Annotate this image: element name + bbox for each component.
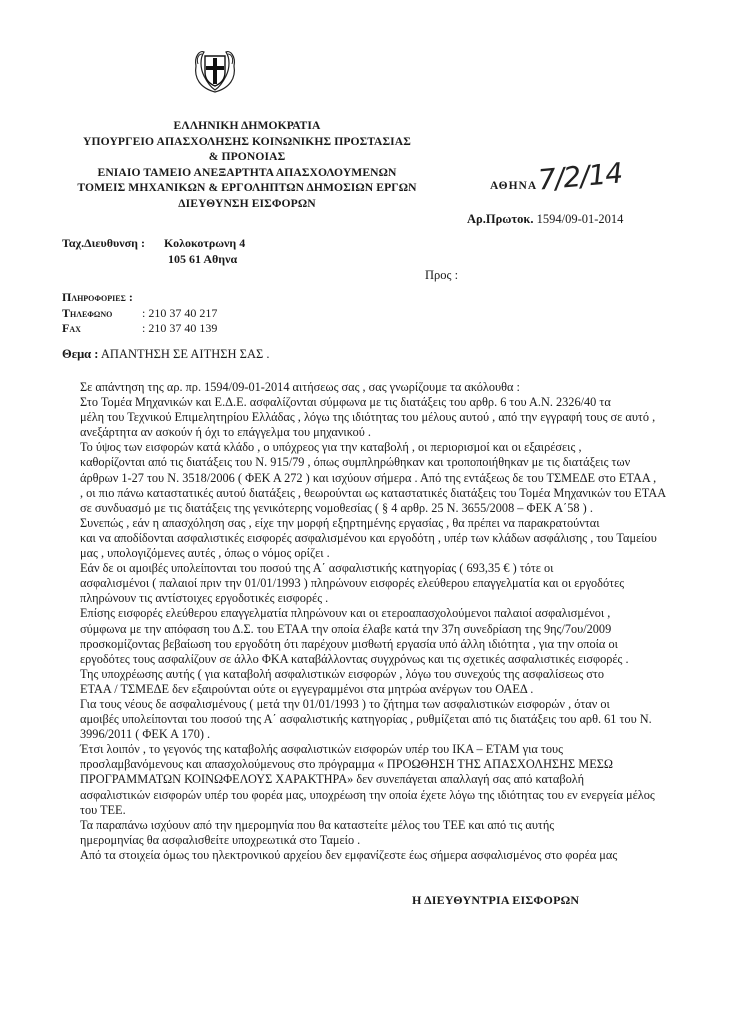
letterhead-line: & ΠΡΟΝΟΙΑΣ <box>208 150 286 164</box>
letterhead-line: ΕΝΙΑΙΟ ΤΑΜΕΙΟ ΑΝΕΞΑΡΤΗΤΑ ΑΠΑΣΧΟΛΟΥΜΕΝΩΝ <box>97 165 397 179</box>
address-street <box>62 236 245 251</box>
protocol-value: 1594/09-01-2014 <box>536 212 624 226</box>
body-line: Συνεπώς , εάν η απασχόληση σας , είχε την μορφή εξηρτημένης εργασίας , θα πρέπει να παρακρατούνται <box>80 515 600 530</box>
body-line: ΠΡΟΓΡΑΜΜΑΤΩΝ ΚΟΙΝΩΦΕΛΟΥΣ ΧΑΡΑΚΤΗΡΑ» δεν συνεπάγεται απαλλαγή σας από καταβολή <box>80 772 585 787</box>
body-line: πληρώνουν τις αντίστοιχες εργοδοτικές εισφορές . <box>80 591 329 606</box>
body-line: ΕΤΑΑ / ΤΣΜΕΔΕ δεν εξαιρούνται ούτε οι εγγεγραμμένοι στα μητρώα ανέργων του ΟΑΕΔ . <box>80 681 534 696</box>
info-row <box>62 321 217 337</box>
body-line: άρθρων 1-27 του Ν. 3518/2006 ( ΦΕΚ Α 272 ) και ισχύουν σήμερα . Από της εντάξεως δε του ΤΣΜΕΔΕ στο ΕΤΑΑ , <box>80 470 657 485</box>
body-line: ημερομηνίας θα ασφαλισθείτε υποχρεωτικά στο Ταμείο . <box>80 832 361 847</box>
letterhead-line: ΔΙΕΥΘΥΝΣΗ ΕΙΣΦΟΡΩΝ <box>178 196 316 210</box>
letterhead <box>62 118 432 212</box>
body-line: σε συνδυασμό με τις διατάξεις της γενικότερης νομοθεσίας ( § 4 αρθρ. 25 Ν. 3655/2008 – ΦΕΚ Α΄58 ) . <box>80 500 593 515</box>
body-line: του ΤΕΕ. <box>80 802 126 817</box>
body-line: μέλη του Τεχνικού Επιμελητηρίου Ελλάδας , λόγω της ιδιότητας του μέλους αυτού , από την εγγραφή τους σε αυτό , <box>80 410 656 425</box>
body-line: Το ύψος των εισφορών κατά κλάδο , ο υπόχρεος για την καταβολή , οι περιορισμοί και οι εξαιρέσεις , <box>80 440 582 455</box>
body-line: ασφαλισμένοι ( παλαιοί πριν την 01/01/1993 ) πληρώνουν εισφορές ελεύθερου επαγγελματία και οι εργοδότες <box>80 576 625 591</box>
info-key: Fax <box>62 321 81 335</box>
body-line: και να αποδίδονται ασφαλιστικές εισφορές ασφαλισμένου και εργοδότη , υπέρ των κλάδων ασφάλισης , του Ταμείου <box>80 530 657 545</box>
signature-title: Η ΔΙΕΥΘΥΝΤΡΙΑ ΕΙΣΦΟΡΩΝ <box>412 893 580 907</box>
body-line: σύμφωνα με την απόφαση του Δ.Σ. του ΕΤΑΑ την οποία έλαβε κατά την 37η συνεδρίαση της 9ης/7ου/2009 <box>80 621 612 636</box>
body-line: αμοιβές υπολείπονται του ποσού της Α΄ ασφαλιστικής κατηγορίας , ρυθμίζεται από τις διατάξεις του αρθ. 61 του Ν. <box>80 712 652 727</box>
info-value: : 210 37 40 139 <box>142 321 218 335</box>
letter-body <box>80 380 730 863</box>
body-line: ασφαλιστικών εισφορών υπέρ του φορέα μας, υποχρέωση την οποία έχετε λόγω της ιδιότητας του εν ενεργεία μέλος <box>80 787 655 802</box>
recipient-label: Προς : <box>425 268 459 282</box>
body-line: Εάν δε οι αμοιβές υπολείπονται του ποσού της Α΄ ασφαλιστικής κατηγορίας ( 693,35 € ) τότε οι <box>80 561 554 576</box>
letterhead-line: ΥΠΟΥΡΓΕΙΟ ΑΠΑΣΧΟΛΗΣΗΣ ΚΟΙΝΩΝΙΚΗΣ ΠΡΟΣΤΑΣΙΑΣ <box>83 134 411 148</box>
info-value: : 210 37 40 217 <box>142 305 218 320</box>
info-key: Τηλεφωνο <box>62 305 113 320</box>
body-line: ανεξάρτητα αν ασκούν ή όχι το επάγγελμα του μηχανικού . <box>80 425 371 440</box>
handwritten-date: 7/2/14 <box>536 156 624 197</box>
body-line: Στο Τομέα Μηχανικών και Ε.Δ.Ε. ασφαλίζονται σύμφωνα με τις διατάξεις του αρθρ. 6 του Α.Ν. 2326/40 τα <box>80 395 611 410</box>
body-line: , οι πιο πάνω καταστατικές αυτού διατάξεις , θεωρούνται ως καταστατικές διατάξεις του Τομέα Μηχανικών του ΕΤΑΑ <box>80 485 667 500</box>
address-label: Ταχ.Διευθυνση : <box>62 236 145 250</box>
body-line: προσκομίζοντας βεβαίωση του εργοδότη ότι παρέχουν μισθωτή εργασία υπό άλλη ιδιότητα , για την οποία οι <box>80 636 618 651</box>
info-title: Πληροφοριες : <box>62 290 133 304</box>
info-row <box>62 306 217 322</box>
body-line: εργοδότες τους ασφαλίζουν σε άλλο ΦΚΑ καταβάλλοντας συγχρόνως και τις σχετικές ασφαλιστικές εισφορές . <box>80 651 629 666</box>
body-line: Τα παραπάνω ισχύουν από την ημερομηνία που θα καταστείτε μέλος του ΤΕΕ και από τις αυτής <box>80 817 555 832</box>
subject-label: Θεμα : <box>62 347 99 361</box>
subject-line <box>62 347 270 362</box>
protocol-label: Αρ.Πρωτοκ. <box>467 212 534 226</box>
body-line: προσλαμβανόμενους και απασχολούμενους στο πρόγραμμα « ΠΡΟΩΘΗΣΗ ΤΗΣ ΑΠΑΣΧΟΛΗΣΗΣ ΜΕΣΩ <box>80 757 614 772</box>
body-line: Για τους νέους δε ασφαλισμένους ( μετά την 01/01/1993 ) το ζήτημα των ασφαλιστικών εισφορών , όταν οι <box>80 696 610 711</box>
subject-text: ΑΠΑΝΤΗΣΗ ΣΕ ΑΙΤΗΣΗ ΣΑΣ . <box>100 347 270 361</box>
body-line: μας , υπολογιζόμενες αυτές , όπως ο νόμος ορίζει . <box>80 546 330 561</box>
body-line: Επίσης εισφορές ελεύθερου επαγγελματία πληρώνουν και οι ετεροαπασχολούμενοι παλαιοί ασφαλισμένοι , <box>80 606 611 621</box>
letterhead-line: ΤΟΜΕΙΣ ΜΗΧΑΝΙΚΩΝ & ΕΡΓΟΛΗΠΤΩΝ ΔΗΜΟΣΙΩΝ ΕΡΓΩΝ <box>77 181 417 195</box>
address-postcode: 105 61 Αθηνα <box>168 252 238 266</box>
body-line: Σε απάντηση της αρ. πρ. 1594/09-01-2014 αιτήσεως σας , σας γνωρίζουμε τα ακόλουθα : <box>80 380 520 394</box>
greek-emblem-icon <box>190 42 240 98</box>
body-line: 3996/2011 ( ΦΕΚ Α 170) . <box>80 727 211 742</box>
letterhead-line: ΕΛΛΗΝΙΚΗ ΔΗΜΟΚΡΑΤΙΑ <box>173 119 321 132</box>
body-line: καθορίζονται από τις διατάξεις του Ν. 915/79 , όπως συμπληρώθηκαν και τροποποιήθηκαν με τις διατάξεις των <box>80 455 631 470</box>
city: ΑΘΗΝΑ <box>490 180 538 192</box>
contact-info <box>62 290 217 337</box>
protocol-number <box>467 212 623 227</box>
body-line: Έτσι λοιπόν , το γεγονός της καταβολής ασφαλιστικών εισφορών υπέρ του ΙΚΑ – ΕΤΑΜ για τους <box>80 742 563 757</box>
body-line: Από τα στοιχεία όμως του ηλεκτρονικού αρχείου δεν εμφανίζεστε έως σήμερα ασφαλισμένος στο φορέα μας <box>80 847 618 862</box>
body-line: Της υποχρέωσης αυτής ( για καταβολή ασφαλιστικών εισφορών , λόγω του συνεχούς της ασφαλίσεως στο <box>80 666 604 681</box>
address-street-value: Κολοκοτρωνη 4 <box>164 236 246 250</box>
